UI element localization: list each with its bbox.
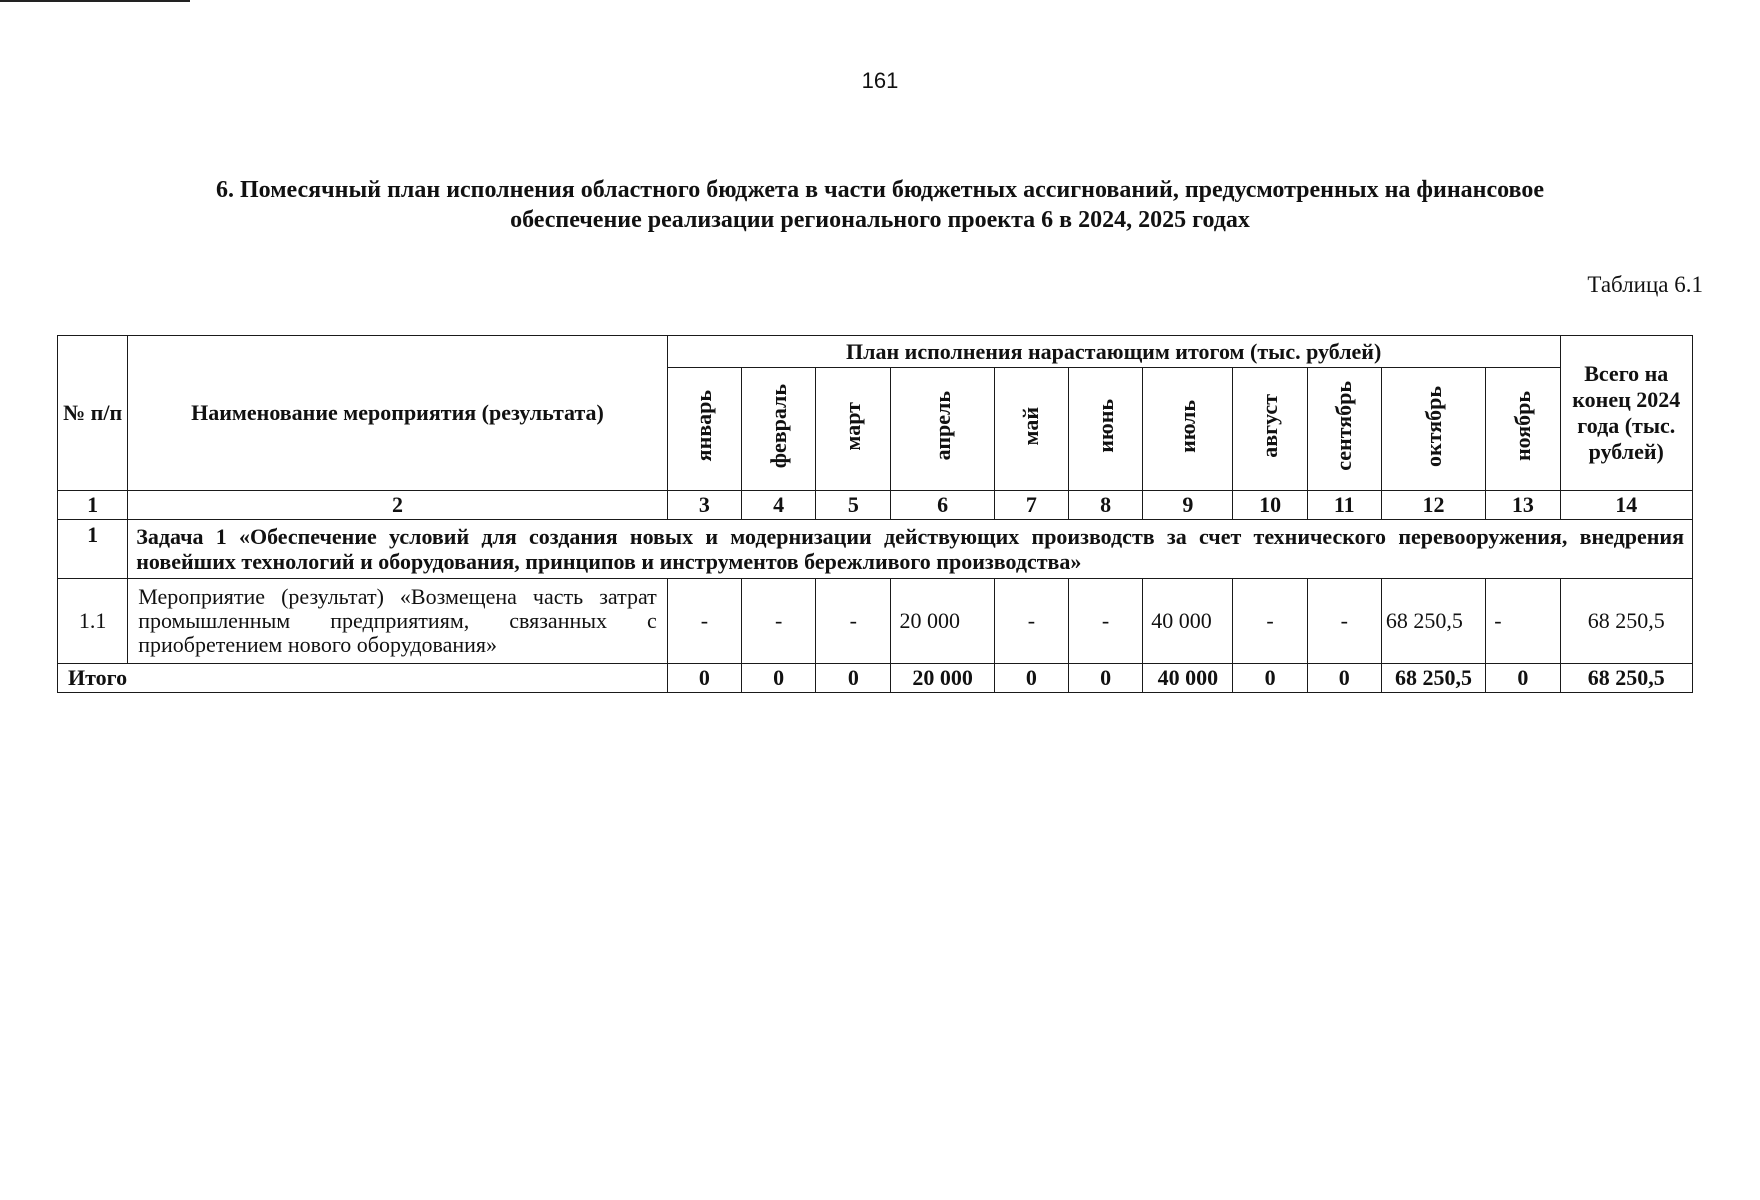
column-number: 7 xyxy=(994,491,1068,520)
page-number: 161 xyxy=(861,68,899,93)
item-name: Мероприятие (результат) «Возмещена часть затрат промышленным предприятиям, связанных с приобретением нового оборудования» xyxy=(128,579,668,664)
total-month-value: 20 000 xyxy=(891,664,994,693)
total-month-value: 0 xyxy=(994,664,1068,693)
column-number: 13 xyxy=(1486,491,1560,520)
header-month xyxy=(1307,368,1381,491)
total-label: Итого xyxy=(58,664,668,693)
scan-edge-line xyxy=(0,0,190,2)
item-month-value: - xyxy=(1068,579,1142,664)
header-month xyxy=(1143,368,1233,491)
header-month-label: ноябрь xyxy=(1509,390,1535,462)
document-title xyxy=(60,175,1700,235)
header-month-label: октябрь xyxy=(1420,385,1446,467)
header-month xyxy=(1068,368,1142,491)
header-month-label: апрель xyxy=(929,391,955,461)
column-number: 1 xyxy=(58,491,128,520)
header-month-label: июль xyxy=(1174,399,1200,453)
header-month xyxy=(667,368,741,491)
header-month-label: февраль xyxy=(765,383,791,469)
column-number: 14 xyxy=(1560,491,1692,520)
total-row xyxy=(58,664,1693,693)
header-month xyxy=(742,368,816,491)
total-month-value: 0 xyxy=(816,664,891,693)
total-month-value: 40 000 xyxy=(1143,664,1233,693)
header-month xyxy=(1381,368,1485,491)
document-title-line-2: обеспечение реализации регионального проекта 6 в 2024, 2025 годах xyxy=(510,207,1250,233)
column-number: 3 xyxy=(667,491,741,520)
header-month-label: август xyxy=(1257,394,1283,458)
total-month-value: 0 xyxy=(742,664,816,693)
column-number-row xyxy=(58,491,1693,520)
header-month xyxy=(1233,368,1307,491)
item-month-value: 40 000 xyxy=(1143,579,1233,664)
item-month-value: 68 250,5 xyxy=(1381,579,1485,664)
header-month xyxy=(1486,368,1560,491)
item-month-value: - xyxy=(742,579,816,664)
item-month-value: 20 000 xyxy=(891,579,994,664)
header-num: № п/п xyxy=(58,336,128,491)
total-month-value: 68 250,5 xyxy=(1381,664,1485,693)
header-month xyxy=(994,368,1068,491)
total-month-value: 0 xyxy=(1068,664,1142,693)
column-number: 10 xyxy=(1233,491,1307,520)
document-title-line-1: 6. Помесячный план исполнения областного бюджета в части бюджетных ассигнований, предусмотренных на финансовое xyxy=(216,177,1544,203)
total-month-value: 0 xyxy=(1307,664,1381,693)
item-row xyxy=(58,579,1693,664)
header-month xyxy=(891,368,994,491)
header-total: Всего на конец 2024 года (тыс. рублей) xyxy=(1560,336,1692,491)
table-caption: Таблица 6.1 xyxy=(1587,272,1703,297)
header-name: Наименование мероприятия (результата) xyxy=(128,336,668,491)
header-month xyxy=(816,368,891,491)
header-month-label: январь xyxy=(691,390,717,462)
total-month-value: 0 xyxy=(667,664,741,693)
item-month-value: - xyxy=(1486,579,1560,664)
header-month-label: сентябрь xyxy=(1331,381,1357,471)
header-month-label: июнь xyxy=(1092,399,1118,453)
item-month-value: - xyxy=(994,579,1068,664)
total-month-value: 0 xyxy=(1486,664,1560,693)
task-text: Задача 1 «Обеспечение условий для создания новых и модернизации действующих производств за счет технического перевооружения, внедрения новейших технологий и оборудования, принципов и инструментов бережливого производства» xyxy=(128,520,1693,579)
header-month-label: март xyxy=(840,401,866,451)
column-number: 4 xyxy=(742,491,816,520)
column-number: 9 xyxy=(1143,491,1233,520)
header-plan-group: План исполнения нарастающим итогом (тыс. рублей) xyxy=(667,336,1560,368)
item-month-value: - xyxy=(667,579,741,664)
task-row xyxy=(58,520,1693,579)
total-grand: 68 250,5 xyxy=(1560,664,1692,693)
item-total: 68 250,5 xyxy=(1560,579,1692,664)
table-header-row-1 xyxy=(58,336,1693,368)
item-month-value: - xyxy=(1233,579,1307,664)
column-number: 8 xyxy=(1068,491,1142,520)
budget-plan-table xyxy=(57,335,1693,693)
column-number: 6 xyxy=(891,491,994,520)
column-number: 5 xyxy=(816,491,891,520)
header-month-label: май xyxy=(1018,406,1044,446)
item-month-value: - xyxy=(816,579,891,664)
column-number: 11 xyxy=(1307,491,1381,520)
column-number: 12 xyxy=(1381,491,1485,520)
total-month-value: 0 xyxy=(1233,664,1307,693)
item-month-value: - xyxy=(1307,579,1381,664)
item-num: 1.1 xyxy=(58,579,128,664)
task-num: 1 xyxy=(58,520,128,579)
column-number: 2 xyxy=(128,491,668,520)
